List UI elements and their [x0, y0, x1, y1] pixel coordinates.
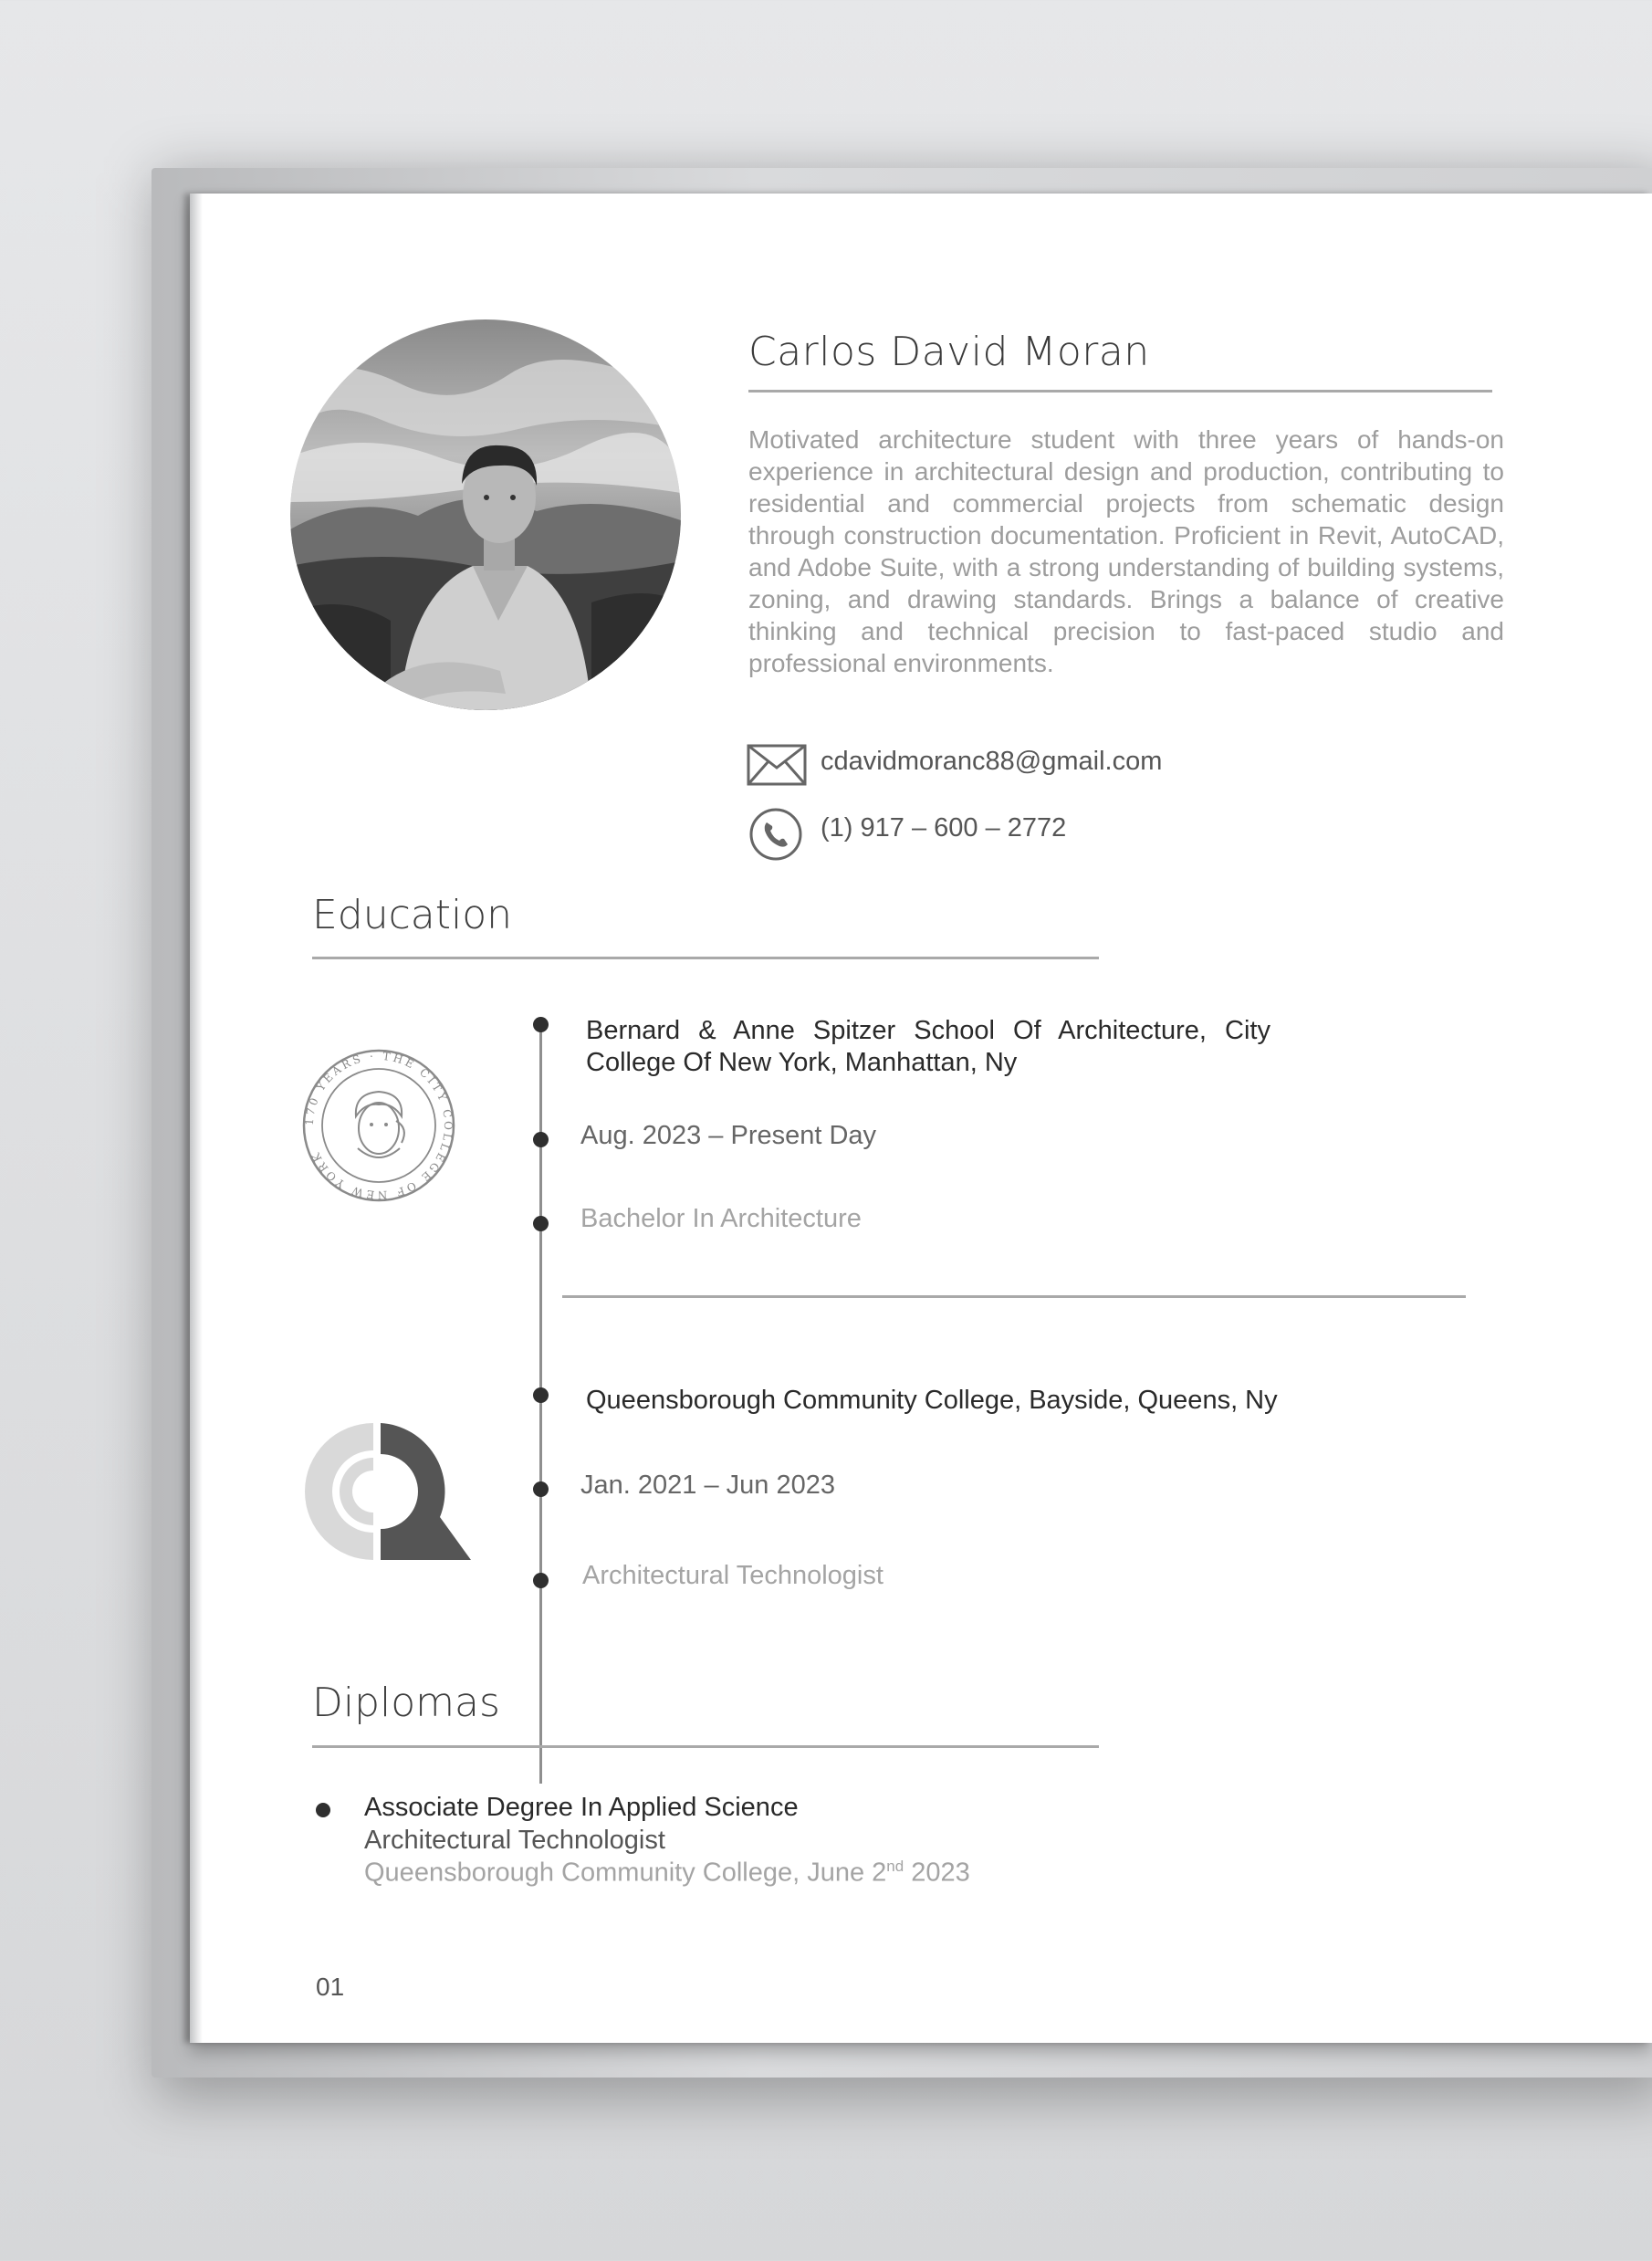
education-school-2: Queensborough Community College, Bayside, Queens, Ny — [586, 1386, 1278, 1415]
timeline-dot — [533, 1132, 549, 1147]
phone-number: (1) 917 – 600 – 2772 — [821, 813, 1067, 843]
education-school-1: Bernard & Anne Spitzer School Of Architecture, City College Of New York, Manhattan, Ny — [586, 1016, 1270, 1077]
diplomas-divider — [312, 1745, 1099, 1748]
education-degree-2: Architectural Technologist — [582, 1561, 884, 1590]
timeline-dot — [533, 1387, 549, 1403]
qcc-logo-icon — [303, 1421, 473, 1563]
diplomas-heading: Diplomas — [312, 1680, 500, 1726]
timeline-dot — [533, 1017, 549, 1032]
timeline-dot — [533, 1573, 549, 1588]
timeline-dot — [533, 1216, 549, 1231]
ccny-seal-icon — [301, 1048, 456, 1203]
education-divider — [312, 957, 1099, 959]
education-dates-2: Jan. 2021 – Jun 2023 — [580, 1471, 835, 1500]
education-entry-divider — [562, 1295, 1466, 1298]
phone-icon — [748, 807, 803, 862]
education-dates-1: Aug. 2023 – Present Day — [580, 1121, 877, 1150]
timeline-dot — [533, 1481, 549, 1497]
portrait-photo-icon — [290, 319, 681, 710]
envelope-icon — [747, 744, 807, 786]
education-degree-1: Bachelor In Architecture — [580, 1204, 862, 1233]
email-link[interactable]: cdavidmoranc88@gmail.com — [821, 747, 1163, 776]
education-heading: Education — [312, 892, 513, 938]
diploma-bullet — [316, 1803, 330, 1817]
page-gutter — [190, 194, 203, 2043]
resume-page — [190, 194, 1652, 2043]
candidate-name: Carlos David Moran — [748, 329, 1150, 375]
diploma-institution — [364, 1858, 970, 1889]
name-divider — [748, 390, 1492, 393]
svg-text:170 YEARS · THE CITY COLLEGE O — [303, 1050, 455, 1201]
seal-ring-text: 170 YEARS · THE CITY COLLEGE OF NEW YORK — [302, 1049, 455, 1202]
diploma-degree: Associate Degree In Applied Science — [364, 1793, 799, 1822]
diploma-year: 2023 — [911, 1858, 970, 1888]
page-number: 01 — [316, 1973, 345, 2001]
diploma-field: Architectural Technologist — [364, 1826, 665, 1855]
profile-summary: Motivated architecture student with three years of hands-on experience in architectural design and production, contributing to residential and commercial projects from schematic design through construction documentation. Proficient in Revit, AutoCAD, and Adobe Suite, with a strong understanding of building systems, zoning, and drawing standards. Brings a balance of creative thinking and technical precision to fast-paced studio and professional environments. — [748, 425, 1504, 677]
diploma-institution-text: Queensborough Community College, June 2 — [364, 1858, 887, 1888]
avatar — [290, 319, 681, 710]
diploma-date-suffix: nd — [886, 1858, 904, 1875]
